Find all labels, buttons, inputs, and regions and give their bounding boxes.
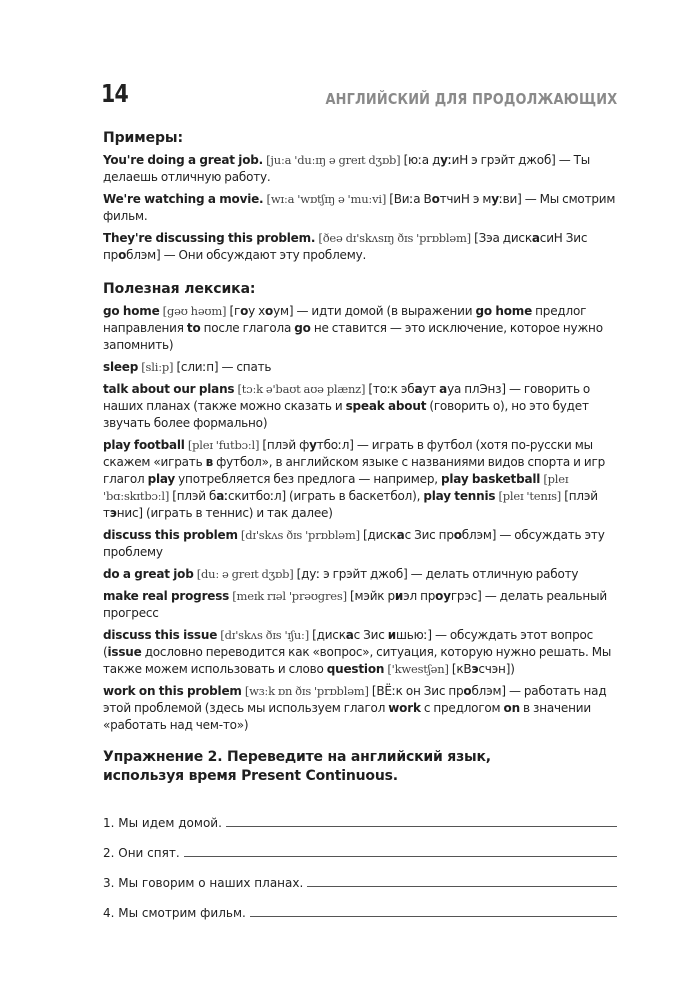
russian-transcription: сиН Зис пр (103, 231, 588, 262)
example-entry (103, 230, 617, 264)
stressed-syllable: уː (440, 153, 452, 167)
example-term: You're doing a great job. (103, 153, 263, 167)
vocab-term: work on this problem (103, 684, 242, 698)
vocab-term: discuss this problem (103, 528, 238, 542)
vocab-term: do a great job (103, 567, 194, 581)
ipa-transcription: [dɪ'skʌs ðɪs 'ɪʃuː] (220, 628, 309, 642)
russian-transcription: ːви] (498, 192, 522, 206)
vocab-entry-discuss-this-issue: discuss this issue [dɪ'skʌs ðɪs 'ɪʃuː] [дискас Зис ишьюː] — обсуждать этот вопрос (issue дословно переводится как «вопрос», ситуация, которую нужно решать. Мы также можем использовать и слово question ['kwestʃən] [кВэсчэн]) (103, 628, 612, 676)
vocab-entry-sleep: sleep [sliːp] [слиːп] — спать (103, 360, 272, 374)
exercise-title: Упражнение 2. Переведите на английский язык, используя время Present Continuous. (103, 749, 491, 784)
answer-line (226, 826, 617, 827)
answer-line (250, 916, 617, 917)
vocab-entry-make-real-progress: make real progress [meɪk rɪəl 'prəʊgres] [мэйк риэл проугрэс] — делать реальный прогресс (103, 589, 607, 620)
vocab-entry-work-on-this-problem: work on this problem [wɜːk ɒn ðɪs 'prɒbləm] [ВЁːк он Зис проблэм] — работать над этой проблемой (здесь мы используем глагол work с предлогом on в значении «работать над чем-то») (103, 684, 607, 732)
answer-line (184, 856, 617, 857)
exercise-item (103, 830, 617, 860)
vocab-term: make real progress (103, 589, 230, 603)
page-header (103, 72, 617, 108)
translation: — Они обсуждают эту проблему. (160, 248, 367, 262)
ipa-transcription: [sliːp] (141, 360, 174, 374)
exercise-prompt: 2. Они спят. (103, 846, 180, 860)
exercise-prompt: 3. Мы говорим о наших планах. (103, 876, 304, 890)
answer-line (307, 886, 617, 887)
vocab-term: sleep (103, 360, 139, 374)
ipa-transcription: [dɪ'skʌs ðɪs 'prɒbləm] (240, 528, 360, 542)
ipa-transcription: [gəʊ həʊm] (162, 304, 227, 318)
vocab-entry-play-football: play football [pleɪ 'futbɔːl] [плэй футбоːл] — играть в футбол (хотя по-русски мы скажем «играть в футбол», в английском языке с названиями видов спорта и игр глагол play употребляется без предлога — например, play basketball [pleɪ 'bɑːskɪtbɔːl] [плэй баːскитбоːл] (играть в баскетбол), play tennis [pleɪ 'tenɪs] [плэй тэнис] (играть в теннис) и так далее) (103, 438, 605, 520)
vocab-entry-discuss-this-problem: discuss this problem [dɪ'skʌs ðɪs 'prɒbləm] [дискас Зис проблэм] — обсуждать эту проблему (103, 528, 605, 559)
example-entry (103, 152, 617, 186)
exercise-prompt: 4. Мы смотрим фильм. (103, 906, 246, 920)
stressed-syllable: а (531, 231, 540, 245)
example-entry (103, 191, 617, 225)
russian-transcription: тчиН э м (439, 192, 492, 206)
example-term: They're discussing this problem. (103, 231, 316, 245)
stressed-syllable: о (431, 192, 440, 206)
vocab-term: play football (103, 438, 185, 452)
vocab-entry-go-home: go home [gəʊ həʊm] [гоу хоум] — идти домой (в выражении go home предлог направления to после глагола go не ставится — это исключение, которое нужно запомнить) (103, 304, 603, 352)
exercise-prompt: 1. Мы идем домой. (103, 816, 222, 830)
ipa-transcription: [duː ə greɪt dʒɒb] (196, 567, 294, 581)
stressed-syllable: у (491, 192, 499, 206)
ipa-transcription: [meɪk rɪəl 'prəʊgres] (232, 589, 347, 603)
ipa-transcription: [wɪːa 'wɒtʃɪŋ ə 'muːvi] (266, 192, 387, 206)
russian-transcription: иН э грэйт джоб] (451, 153, 556, 167)
vocab-term: go home (103, 304, 160, 318)
russian-transcription: [Виːа В (389, 192, 432, 206)
translation: — Мы смотрим фильм. (103, 192, 616, 223)
ipa-transcription: [pleɪ 'futbɔːl] (187, 438, 260, 452)
russian-transcription: [Зэа диск (474, 231, 532, 245)
exercise-item (103, 860, 617, 890)
running-title: АНГЛИЙСКИЙ ДЛЯ ПРОДОЛЖАЮЩИХ (325, 90, 617, 108)
stressed-syllable: о (118, 248, 127, 262)
vocab-term: talk about our plans (103, 382, 235, 396)
russian-transcription: блэм] (126, 248, 161, 262)
example-term: We're watching a movie. (103, 192, 264, 206)
page-number: 14 (101, 79, 128, 108)
ipa-transcription: [juːa 'duːɪŋ ə greɪt dʒɒb] (266, 153, 401, 167)
ipa-transcription: [tɔːk ə'baʊt aʊə plænz] (237, 382, 366, 396)
russian-transcription: [юːа д (403, 153, 441, 167)
vocab-entry-do-a-great-job: do a great job [duː ə greɪt dʒɒb] [дуː э грэйт джоб] — делать отличную работу (103, 567, 579, 581)
translation: — Ты делаешь отличную работу. (103, 153, 591, 184)
exercise-item (103, 890, 617, 920)
exercise-item (103, 800, 617, 830)
examples-heading: Примеры: (103, 130, 183, 146)
vocab-entry-talk-about-our-plans: talk about our plans [tɔːk ə'baʊt aʊə plænz] [тоːк эбаут ауа плЭнз] — говорить о наших планах (также можно сказать и speak about (говорить о), но это будет звучать более формально) (103, 382, 591, 430)
vocab-heading: Полезная лексика: (103, 281, 256, 297)
ipa-transcription: [ðeə dɪ'skʌsɪŋ ðɪs 'prɒbləm] (318, 231, 471, 245)
ipa-transcription: [wɜːk ɒn ðɪs 'prɒbləm] (244, 684, 369, 698)
vocab-term: discuss this issue (103, 628, 218, 642)
